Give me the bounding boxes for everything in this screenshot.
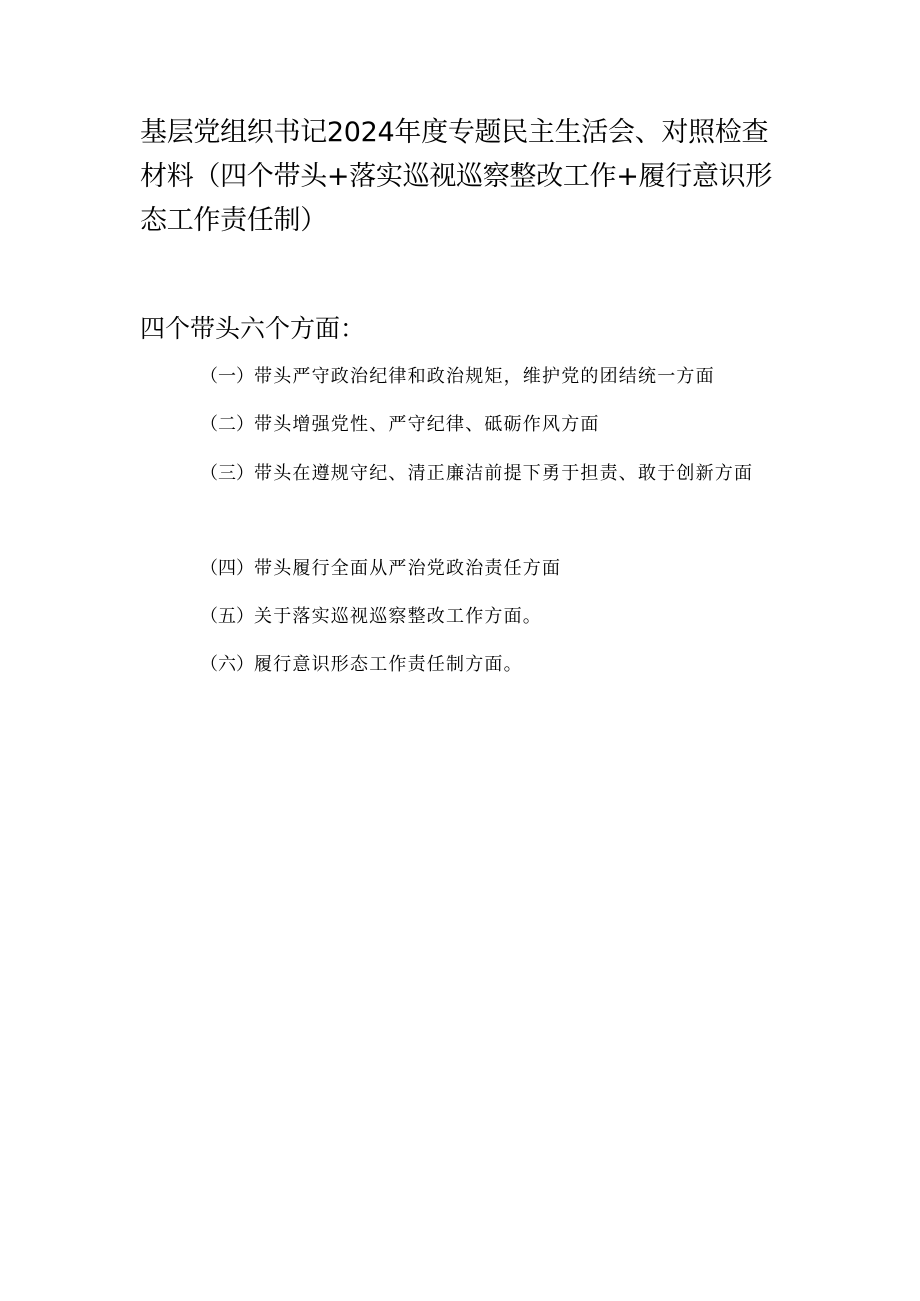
list-item-number: （二） [200,414,254,435]
list-item-text: 带头在遵规守纪、清正廉洁前提下勇于担责、敢于创新方面 [254,463,754,484]
list-item-number: （一） [200,366,254,387]
list-item-text: 关于落实巡视巡察整改工作方面。 [254,606,542,627]
list-item-6 [140,641,790,689]
list-item-text: 带头履行全面从严治党政治责任方面 [254,558,562,579]
list-item-5 [140,593,790,641]
list-item-text: 带头增强党性、严守纪律、砥砺作风方面 [254,414,600,435]
list-item-number: （五） [200,606,254,627]
list-item-number: （六） [200,654,254,675]
list-item-text: 履行意识形态工作责任制方面。 [254,654,523,675]
section-heading: 四个带头六个方面： [140,314,366,343]
list-item-number: （四） [200,558,254,579]
list-item-3 [140,450,790,498]
list-item-text: 带头严守政治纪律和政治规矩，维护党的团结统一方面 [254,366,715,387]
document-title: 基层党组织书记2024年度专题民主生活会、对照检查材料（四个带头+落实巡视巡察整改工作+履行意识形态工作责任制） [140,117,773,236]
list-item-1 [140,353,790,401]
list-item-number: （三） [200,463,254,484]
list-item-4 [140,545,790,593]
list-item-2 [140,401,790,449]
